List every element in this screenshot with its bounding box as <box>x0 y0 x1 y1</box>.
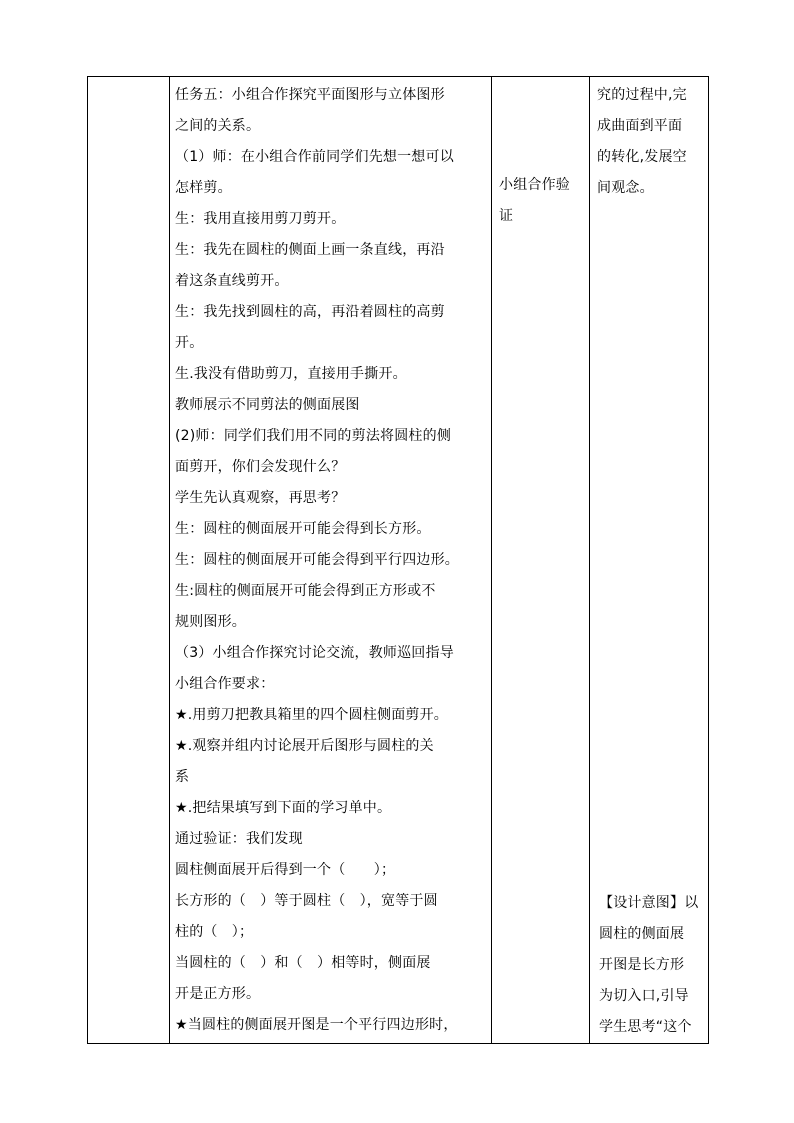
text-line: ★当圆柱的侧面展开图是一个平行四边形时， <box>175 1017 458 1033</box>
text-line: 圆柱的侧面展 <box>599 926 685 942</box>
text-line: 规则图形。 <box>175 614 246 630</box>
text-line: 之间的关系。 <box>175 118 261 134</box>
text-line: 系 <box>175 769 190 785</box>
student-activity-text <box>492 77 589 232</box>
text-line: 生:圆柱的侧面展开可能会得到正方形或不 <box>175 583 436 599</box>
text-line: 间观念。 <box>597 180 654 196</box>
text-line: 生：圆柱的侧面展开可能会得到长方形。 <box>175 521 431 537</box>
text-line: ★.观察并组内讨论展开后图形与圆柱的关 <box>175 738 434 754</box>
text-line: 生.我没有借助剪刀，直接用手撕开。 <box>175 366 407 382</box>
text-line: 圆柱侧面展开后得到一个（ ）； <box>175 862 396 878</box>
teaching-process-text <box>170 77 491 1041</box>
text-line: （3）小组合作探究讨论交流，教师巡回指导 <box>175 645 454 661</box>
text-line: 为切入口,引导 <box>599 988 689 1004</box>
text-line: （1）师：在小组合作前同学们先想一想可以 <box>175 149 454 165</box>
text-line: 生：圆柱的侧面展开可能会得到平行四边形。 <box>175 552 459 568</box>
text-line: 面剪开，你们会发现什么？ <box>175 459 346 475</box>
teaching-process-cell <box>170 77 492 1044</box>
text-line: 怎样剪。 <box>175 180 232 196</box>
text-line: ★.把结果填写到下面的学习单中。 <box>175 800 392 816</box>
text-line: 的转化,发展空 <box>597 149 687 165</box>
design-intent-text-bottom <box>599 888 698 1043</box>
text-line: 证 <box>499 208 514 224</box>
text-line: 学生先认真观察，再思考？ <box>175 490 346 506</box>
text-line: 长方形的（ ）等于圆柱（ ），宽等于圆 <box>175 893 438 909</box>
text-line: 任务五：小组合作探究平面图形与立体图形 <box>175 87 445 103</box>
text-line: 【设计意图】以 <box>599 895 699 911</box>
blank-column-cell <box>88 77 170 1044</box>
text-line: 究的过程中,完 <box>597 87 687 103</box>
text-line: 生：我先在圆柱的侧面上画一条直线，再沿 <box>175 242 445 258</box>
text-line: 小组合作要求： <box>175 676 275 692</box>
text-line: 当圆柱的（ ）和（ ）相等时，侧面展 <box>175 955 431 971</box>
text-line: 通过验证：我们发现 <box>175 831 303 847</box>
text-line: 教师展示不同剪法的侧面展图 <box>175 397 360 413</box>
text-line: 开是正方形。 <box>175 986 261 1002</box>
text-line: 小组合作验 <box>499 177 570 193</box>
text-line: 着这条直线剪开。 <box>175 273 289 289</box>
text-line: 成曲面到平面 <box>597 118 683 134</box>
text-line: 学生思考“这个 <box>599 1019 692 1035</box>
text-line: 柱的（ ）； <box>175 924 254 940</box>
text-line: (2)师：同学们我们用不同的剪法将圆柱的侧 <box>175 428 452 444</box>
student-activity-cell <box>492 77 590 1044</box>
text-line: 生：我用直接用剪刀剪开。 <box>175 211 346 227</box>
text-line: 开。 <box>175 335 204 351</box>
text-line: ★.用剪刀把教具箱里的四个圆柱侧面剪开。 <box>175 707 448 723</box>
text-line: 生：我先找到圆柱的高，再沿着圆柱的高剪 <box>175 304 445 320</box>
text-line: 开图是长方形 <box>599 957 685 973</box>
design-intent-text-top <box>590 77 708 204</box>
